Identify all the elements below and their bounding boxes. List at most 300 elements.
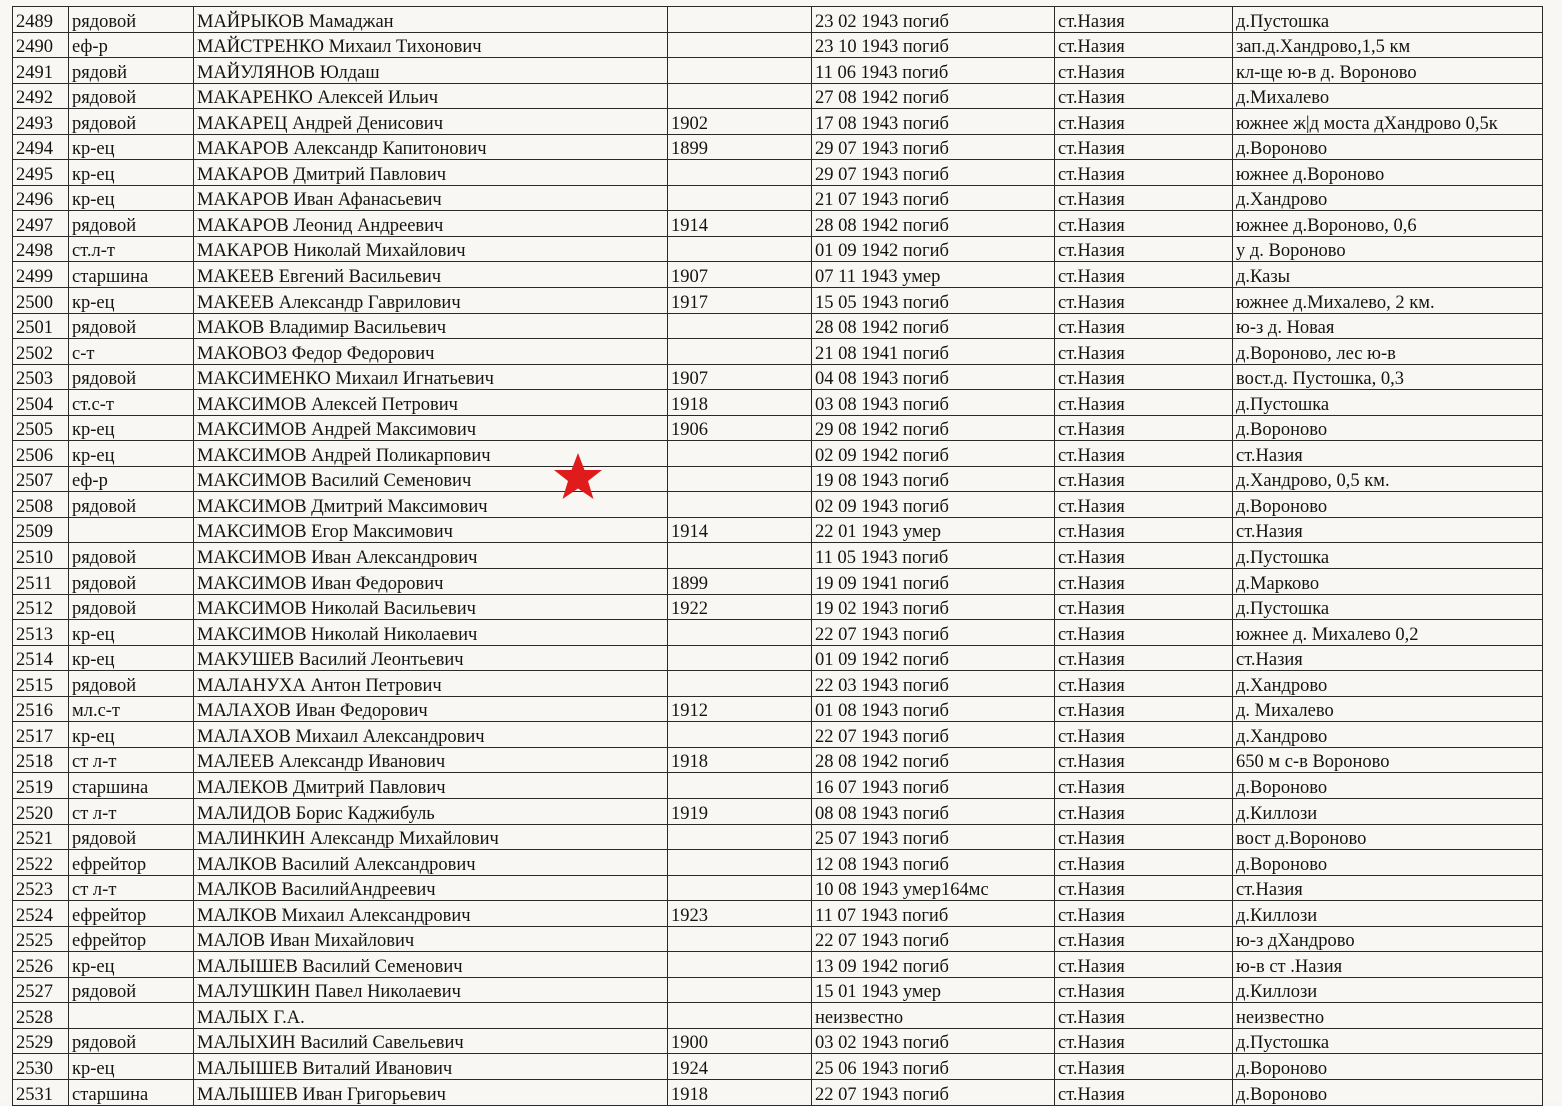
rank-cell: старшина [69,1079,194,1105]
table-row [13,696,1543,722]
location-cell: д.Киллози [1233,901,1543,927]
rank-cell: кр-ец [69,722,194,748]
table-row [13,441,1543,467]
birth-year-cell [668,160,812,186]
date-status-cell: 11 07 1943 погиб [812,901,1055,927]
date-status-cell: 19 02 1943 погиб [812,594,1055,620]
rank-cell: ст л-т [69,747,194,773]
rank-cell: кр-ец [69,160,194,186]
name-cell: МАКАРОВ Александр Капитонович [194,134,668,160]
date-status-cell: 22 03 1943 погиб [812,671,1055,697]
row-number: 2511 [13,569,69,595]
location-cell: д.Киллози [1233,977,1543,1003]
name-cell: МАЙСТРЕНКО Михаил Тихонович [194,32,668,58]
date-status-cell: 29 07 1943 погиб [812,134,1055,160]
name-cell: МАКСИМОВ Николай Васильевич [194,594,668,620]
location-cell: южнее д.Вороново, 0,6 [1233,211,1543,237]
birth-year-cell: 1914 [668,211,812,237]
rank-cell: кр-ец [69,620,194,646]
rank-cell [69,517,194,543]
date-status-cell: 03 08 1943 погиб [812,390,1055,416]
place-cell: ст.Назия [1055,1003,1233,1029]
location-cell: д. Михалево [1233,696,1543,722]
rank-cell: кр-ец [69,952,194,978]
birth-year-cell [668,671,812,697]
birth-year-cell [668,236,812,262]
rank-cell: рядовой [69,211,194,237]
row-number: 2510 [13,543,69,569]
table-row [13,722,1543,748]
date-status-cell: 22 07 1943 погиб [812,620,1055,646]
row-number: 2503 [13,364,69,390]
row-number: 2527 [13,977,69,1003]
name-cell: МАКЕЕВ Евгений Васильевич [194,262,668,288]
birth-year-cell: 1902 [668,109,812,135]
location-cell: д.Вороново [1233,134,1543,160]
date-status-cell: 15 05 1943 погиб [812,288,1055,314]
birth-year-cell [668,492,812,518]
table-row [13,798,1543,824]
name-cell: МАКАРОВ Леонид Андреевич [194,211,668,237]
row-number: 2517 [13,722,69,748]
name-cell: МАКОВОЗ Федор Федорович [194,339,668,365]
table-row [13,211,1543,237]
row-number: 2505 [13,415,69,441]
birth-year-cell [668,926,812,952]
rank-cell: ефрейтор [69,850,194,876]
place-cell: ст.Назия [1055,875,1233,901]
row-number: 2519 [13,773,69,799]
row-number: 2489 [13,7,69,33]
table-row [13,185,1543,211]
table-row [13,58,1543,84]
table-row [13,773,1543,799]
date-status-cell: 22 01 1943 умер [812,517,1055,543]
row-number: 2499 [13,262,69,288]
date-status-cell: 08 08 1943 погиб [812,798,1055,824]
table-row [13,1028,1543,1054]
name-cell: МАЙРЫКОВ Мамаджан [194,7,668,33]
birth-year-cell: 1900 [668,1028,812,1054]
name-cell: МАКСИМОВ Егор Максимович [194,517,668,543]
location-cell: ст.Назия [1233,441,1543,467]
rank-cell: рядовой [69,364,194,390]
table-row [13,671,1543,697]
name-cell: МАКСИМОВ Иван Александрович [194,543,668,569]
location-cell: южнее д.Михалево, 2 км. [1233,288,1543,314]
birth-year-cell: 1914 [668,517,812,543]
rank-cell: кр-ец [69,415,194,441]
casualty-register-table [12,6,1543,1106]
date-status-cell: 22 07 1943 погиб [812,722,1055,748]
name-cell: МАЛКОВ Василий Александрович [194,850,668,876]
table-row [13,875,1543,901]
date-status-cell: 25 07 1943 погиб [812,824,1055,850]
birth-year-cell: 1918 [668,1079,812,1105]
place-cell: ст.Назия [1055,185,1233,211]
location-cell: вост.д. Пустошка, 0,3 [1233,364,1543,390]
rank-cell: еф-р [69,32,194,58]
location-cell: ст.Назия [1233,517,1543,543]
location-cell: д.Вороново [1233,415,1543,441]
birth-year-cell [668,1003,812,1029]
rank-cell [69,1003,194,1029]
name-cell: МАЛЕКОВ Дмитрий Павлович [194,773,668,799]
row-number: 2522 [13,850,69,876]
table-row [13,7,1543,33]
birth-year-cell [668,824,812,850]
place-cell: ст.Назия [1055,32,1233,58]
row-number: 2515 [13,671,69,697]
location-cell: д.Пустошка [1233,543,1543,569]
rank-cell: кр-ец [69,1054,194,1080]
row-number: 2530 [13,1054,69,1080]
row-number: 2513 [13,620,69,646]
table-row [13,645,1543,671]
name-cell: МАКУШЕВ Василий Леонтьевич [194,645,668,671]
table-row [13,620,1543,646]
date-status-cell: 22 07 1943 погиб [812,1079,1055,1105]
location-cell: у д. Вороново [1233,236,1543,262]
name-cell: МАЛЫШЕВ Иван Григорьевич [194,1079,668,1105]
location-cell: 650 м с-в Вороново [1233,747,1543,773]
birth-year-cell [668,58,812,84]
name-cell: МАКСИМОВ Василий Семенович [194,466,668,492]
rank-cell: рядовой [69,1028,194,1054]
row-number: 2528 [13,1003,69,1029]
birth-year-cell: 1923 [668,901,812,927]
rank-cell: кр-ец [69,441,194,467]
name-cell: МАЛАХОВ Иван Федорович [194,696,668,722]
place-cell: ст.Назия [1055,288,1233,314]
name-cell: МАКОВ Владимир Васильевич [194,313,668,339]
row-number: 2521 [13,824,69,850]
rank-cell: рядовой [69,671,194,697]
place-cell: ст.Назия [1055,313,1233,339]
birth-year-cell [668,977,812,1003]
place-cell: ст.Назия [1055,543,1233,569]
name-cell: МАЛКОВ Михаил Александрович [194,901,668,927]
place-cell: ст.Назия [1055,620,1233,646]
date-status-cell: 23 10 1943 погиб [812,32,1055,58]
row-number: 2501 [13,313,69,339]
table-row [13,415,1543,441]
place-cell: ст.Назия [1055,1028,1233,1054]
name-cell: МАКСИМОВ Алексей Петрович [194,390,668,416]
location-cell: ю-в ст .Назия [1233,952,1543,978]
name-cell: МАКСИМОВ Николай Николаевич [194,620,668,646]
place-cell: ст.Назия [1055,1079,1233,1105]
name-cell: МАКАРОВ Иван Афанасьевич [194,185,668,211]
table-row [13,747,1543,773]
place-cell: ст.Назия [1055,262,1233,288]
date-status-cell: 01 08 1943 погиб [812,696,1055,722]
row-number: 2507 [13,466,69,492]
place-cell: ст.Назия [1055,671,1233,697]
name-cell: МАЛЕЕВ Александр Иванович [194,747,668,773]
location-cell: д.Вороново [1233,1054,1543,1080]
rank-cell: старшина [69,262,194,288]
name-cell: МАЛУШКИН Павел Николаевич [194,977,668,1003]
row-number: 2526 [13,952,69,978]
name-cell: МАЛЫХИН Василий Савельевич [194,1028,668,1054]
table-row [13,109,1543,135]
place-cell: ст.Назия [1055,211,1233,237]
place-cell: ст.Назия [1055,824,1233,850]
rank-cell: рядовой [69,83,194,109]
birth-year-cell: 1899 [668,569,812,595]
location-cell: ю-з дХандрово [1233,926,1543,952]
birth-year-cell [668,722,812,748]
birth-year-cell: 1899 [668,134,812,160]
location-cell: южнее ж|д моста дХандрово 0,5к [1233,109,1543,135]
table-row [13,569,1543,595]
rank-cell: рядовй [69,58,194,84]
row-number: 2498 [13,236,69,262]
name-cell: МАКСИМОВ Андрей Поликарпович [194,441,668,467]
row-number: 2509 [13,517,69,543]
table-row [13,1003,1543,1029]
birth-year-cell [668,850,812,876]
date-status-cell: 11 05 1943 погиб [812,543,1055,569]
birth-year-cell [668,339,812,365]
date-status-cell: 25 06 1943 погиб [812,1054,1055,1080]
date-status-cell: 19 08 1943 погиб [812,466,1055,492]
row-number: 2502 [13,339,69,365]
place-cell: ст.Назия [1055,901,1233,927]
row-number: 2516 [13,696,69,722]
birth-year-cell [668,441,812,467]
rank-cell: кр-ец [69,134,194,160]
date-status-cell: 21 08 1941 погиб [812,339,1055,365]
date-status-cell: 28 08 1942 погиб [812,211,1055,237]
place-cell: ст.Назия [1055,696,1233,722]
location-cell: д.Вороново [1233,1079,1543,1105]
birth-year-cell: 1912 [668,696,812,722]
birth-year-cell [668,83,812,109]
table-body [13,7,1543,1106]
location-cell: д.Пустошка [1233,390,1543,416]
place-cell: ст.Назия [1055,1054,1233,1080]
date-status-cell: 07 11 1943 умер [812,262,1055,288]
date-status-cell: 16 07 1943 погиб [812,773,1055,799]
location-cell: д.Хандрово [1233,185,1543,211]
row-number: 2508 [13,492,69,518]
name-cell: МАКЕЕВ Александр Гаврилович [194,288,668,314]
place-cell: ст.Назия [1055,441,1233,467]
location-cell: д.Казы [1233,262,1543,288]
table-row [13,594,1543,620]
row-number: 2512 [13,594,69,620]
name-cell: МАЙУЛЯНОВ Юлдаш [194,58,668,84]
place-cell: ст.Назия [1055,7,1233,33]
place-cell: ст.Назия [1055,798,1233,824]
place-cell: ст.Назия [1055,773,1233,799]
rank-cell: ефрейтор [69,901,194,927]
place-cell: ст.Назия [1055,747,1233,773]
rank-cell: ст.л-т [69,236,194,262]
rank-cell: рядовой [69,109,194,135]
birth-year-cell [668,773,812,799]
table-row [13,850,1543,876]
row-number: 2514 [13,645,69,671]
date-status-cell: неизвестно [812,1003,1055,1029]
rank-cell: рядовой [69,492,194,518]
place-cell: ст.Назия [1055,645,1233,671]
place-cell: ст.Назия [1055,134,1233,160]
rank-cell: кр-ец [69,645,194,671]
place-cell: ст.Назия [1055,415,1233,441]
row-number: 2497 [13,211,69,237]
location-cell: д.Вороново [1233,773,1543,799]
red-star-icon [553,452,603,502]
table-row [13,926,1543,952]
name-cell: МАЛЫХ Г.А. [194,1003,668,1029]
rank-cell: ефрейтор [69,926,194,952]
name-cell: МАЛЫШЕВ Виталий Иванович [194,1054,668,1080]
birth-year-cell: 1918 [668,390,812,416]
row-number: 2493 [13,109,69,135]
row-number: 2506 [13,441,69,467]
rank-cell: рядовой [69,543,194,569]
name-cell: МАКСИМОВ Дмитрий Максимович [194,492,668,518]
place-cell: ст.Назия [1055,466,1233,492]
rank-cell: рядовой [69,977,194,1003]
location-cell: д.Хандрово [1233,722,1543,748]
date-status-cell: 29 08 1942 погиб [812,415,1055,441]
table-row [13,824,1543,850]
date-status-cell: 13 09 1942 погиб [812,952,1055,978]
birth-year-cell [668,32,812,58]
location-cell: д.Вороново [1233,850,1543,876]
name-cell: МАКАРОВ Николай Михайлович [194,236,668,262]
location-cell: ю-з д. Новая [1233,313,1543,339]
place-cell: ст.Назия [1055,390,1233,416]
place-cell: ст.Назия [1055,952,1233,978]
location-cell: д.Хандрово, 0,5 км. [1233,466,1543,492]
place-cell: ст.Назия [1055,492,1233,518]
name-cell: МАЛАХОВ Михаил Александрович [194,722,668,748]
place-cell: ст.Назия [1055,722,1233,748]
place-cell: ст.Назия [1055,109,1233,135]
table-row [13,364,1543,390]
location-cell: кл-ще ю-в д. Вороново [1233,58,1543,84]
name-cell: МАЛЫШЕВ Василий Семенович [194,952,668,978]
row-number: 2525 [13,926,69,952]
birth-year-cell: 1906 [668,415,812,441]
row-number: 2490 [13,32,69,58]
place-cell: ст.Назия [1055,926,1233,952]
date-status-cell: 02 09 1943 погиб [812,492,1055,518]
date-status-cell: 19 09 1941 погиб [812,569,1055,595]
table-row [13,390,1543,416]
table-row [13,901,1543,927]
location-cell: д.Киллози [1233,798,1543,824]
birth-year-cell [668,7,812,33]
table-row [13,1079,1543,1105]
name-cell: МАКАРЕЦ Андрей Денисович [194,109,668,135]
row-number: 2529 [13,1028,69,1054]
rank-cell: мл.с-т [69,696,194,722]
place-cell: ст.Назия [1055,364,1233,390]
rank-cell: рядовой [69,594,194,620]
name-cell: МАЛИДОВ Борис Каджибуль [194,798,668,824]
birth-year-cell: 1918 [668,747,812,773]
table-row [13,1054,1543,1080]
date-status-cell: 22 07 1943 погиб [812,926,1055,952]
place-cell: ст.Назия [1055,594,1233,620]
birth-year-cell [668,185,812,211]
row-number: 2495 [13,160,69,186]
location-cell: д.Марково [1233,569,1543,595]
location-cell: зап.д.Хандрово,1,5 км [1233,32,1543,58]
table-row [13,32,1543,58]
date-status-cell: 10 08 1943 умер164мс [812,875,1055,901]
date-status-cell: 15 01 1943 умер [812,977,1055,1003]
date-status-cell: 04 08 1943 погиб [812,364,1055,390]
date-status-cell: 12 08 1943 погиб [812,850,1055,876]
table-row [13,313,1543,339]
rank-cell: ст л-т [69,798,194,824]
row-number: 2491 [13,58,69,84]
row-number: 2518 [13,747,69,773]
place-cell: ст.Назия [1055,236,1233,262]
name-cell: МАЛАНУХА Антон Петрович [194,671,668,697]
date-status-cell: 17 08 1943 погиб [812,109,1055,135]
place-cell: ст.Назия [1055,339,1233,365]
date-status-cell: 28 08 1942 погиб [812,747,1055,773]
table-row [13,977,1543,1003]
date-status-cell: 01 09 1942 погиб [812,236,1055,262]
birth-year-cell: 1919 [668,798,812,824]
rank-cell: ст л-т [69,875,194,901]
table-row [13,466,1543,492]
location-cell: д.Пустошка [1233,7,1543,33]
row-number: 2524 [13,901,69,927]
birth-year-cell [668,313,812,339]
table-row [13,492,1543,518]
birth-year-cell [668,466,812,492]
rank-cell: рядовой [69,824,194,850]
location-cell: вост д.Вороново [1233,824,1543,850]
row-number: 2504 [13,390,69,416]
location-cell: д.Вороново [1233,492,1543,518]
place-cell: ст.Назия [1055,160,1233,186]
rank-cell: кр-ец [69,185,194,211]
name-cell: МАКСИМОВ Иван Федорович [194,569,668,595]
location-cell: неизвестно [1233,1003,1543,1029]
location-cell: д.Михалево [1233,83,1543,109]
table-row [13,288,1543,314]
location-cell: д.Вороново, лес ю-в [1233,339,1543,365]
date-status-cell: 01 09 1942 погиб [812,645,1055,671]
row-number: 2500 [13,288,69,314]
table-row [13,134,1543,160]
table-row [13,543,1543,569]
rank-cell: старшина [69,773,194,799]
place-cell: ст.Назия [1055,569,1233,595]
rank-cell: рядовой [69,313,194,339]
birth-year-cell [668,620,812,646]
date-status-cell: 21 07 1943 погиб [812,185,1055,211]
place-cell: ст.Назия [1055,517,1233,543]
rank-cell: рядовой [69,7,194,33]
date-status-cell: 29 07 1943 погиб [812,160,1055,186]
name-cell: МАЛОВ Иван Михайлович [194,926,668,952]
birth-year-cell: 1924 [668,1054,812,1080]
birth-year-cell [668,645,812,671]
date-status-cell: 28 08 1942 погиб [812,313,1055,339]
